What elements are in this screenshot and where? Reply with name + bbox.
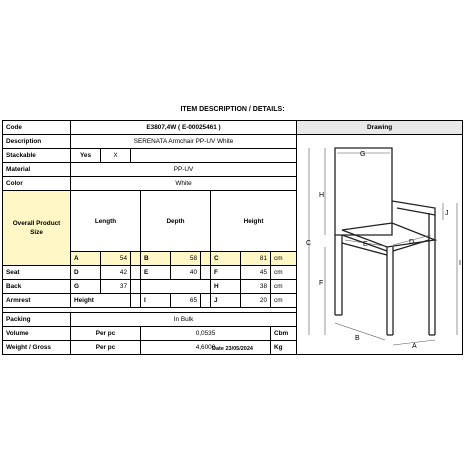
- e-code: E: [141, 266, 171, 280]
- volume-label: Volume: [3, 327, 71, 341]
- armrest-label: Armrest: [3, 294, 71, 308]
- label-h: H: [319, 192, 325, 199]
- volume-unit: Cbm: [271, 327, 297, 341]
- stackable-yes: Yes: [71, 149, 101, 163]
- c-code: C: [211, 252, 241, 266]
- armrest-unit: cm: [271, 294, 297, 308]
- spec-table: [2, 120, 463, 355]
- packing-value: In Bulk: [71, 313, 297, 327]
- date-label: Date 23/05/2024: [212, 346, 253, 352]
- g-code: G: [71, 280, 101, 294]
- weight-label: Weight / Gross: [3, 341, 71, 355]
- page-heading: ITEM DESCRIPTION / DETAILS:: [180, 106, 285, 113]
- volume-value: 0,0535: [141, 327, 271, 341]
- h-value: 38: [241, 280, 271, 294]
- armrest-height-label: Height: [71, 294, 131, 308]
- weight-value: 4,6000: [141, 341, 271, 355]
- a-code: A: [71, 252, 101, 266]
- label-c: C: [306, 240, 312, 247]
- back-label: Back: [3, 280, 71, 294]
- volume-per: Per pc: [71, 327, 141, 341]
- stackable-empty: [131, 149, 297, 163]
- label-g: G: [360, 151, 366, 158]
- seat-label: Seat: [3, 266, 71, 280]
- i-value: 65: [171, 294, 201, 308]
- g-value: 37: [101, 280, 131, 294]
- i-code: I: [141, 294, 171, 308]
- drawing-cell: [297, 135, 463, 355]
- f-code: F: [211, 266, 241, 280]
- overall-label: Overall Product Size: [3, 191, 71, 266]
- j-code: J: [211, 294, 241, 308]
- j-value: 20: [241, 294, 271, 308]
- d-code: D: [71, 266, 101, 280]
- drawing-header: Drawing: [297, 121, 463, 135]
- b-value: 58: [171, 252, 201, 266]
- label-i: I: [459, 260, 462, 267]
- code-label: Code: [3, 121, 71, 135]
- depth-header: Depth: [141, 191, 211, 252]
- d-value: 42: [101, 266, 131, 280]
- material-value: PP-UV: [71, 163, 297, 177]
- weight-per: Per pc: [71, 341, 141, 355]
- b-code: B: [141, 252, 171, 266]
- material-label: Material: [3, 163, 71, 177]
- packing-label: Packing: [3, 313, 71, 327]
- label-f: F: [319, 280, 324, 287]
- description-row: [3, 135, 463, 149]
- chair-drawing: [297, 135, 463, 350]
- description-value: SERENATA Armchair PP-UV White: [71, 135, 297, 149]
- code-row: [3, 121, 463, 135]
- label-e: E: [363, 241, 368, 248]
- description-label: Description: [3, 135, 71, 149]
- c-value: 81: [241, 252, 271, 266]
- label-a: A: [412, 343, 417, 350]
- color-value: White: [71, 177, 297, 191]
- stackable-mark: X: [101, 149, 131, 163]
- h-code: H: [211, 280, 241, 294]
- seat-unit: cm: [271, 266, 297, 280]
- a-value: 54: [101, 252, 131, 266]
- length-header: Length: [71, 191, 141, 252]
- label-j: J: [445, 210, 449, 217]
- weight-unit: Kg: [271, 341, 297, 355]
- color-label: Color: [3, 177, 71, 191]
- stackable-label: Stackable: [3, 149, 71, 163]
- f-value: 45: [241, 266, 271, 280]
- e-value: 40: [171, 266, 201, 280]
- label-d: D: [409, 239, 415, 246]
- code-value: E3807,4W ( E-00025461 ): [71, 121, 297, 135]
- height-header: Height: [211, 191, 297, 252]
- label-b: B: [355, 335, 360, 342]
- overall-unit: cm: [271, 252, 297, 266]
- back-unit: cm: [271, 280, 297, 294]
